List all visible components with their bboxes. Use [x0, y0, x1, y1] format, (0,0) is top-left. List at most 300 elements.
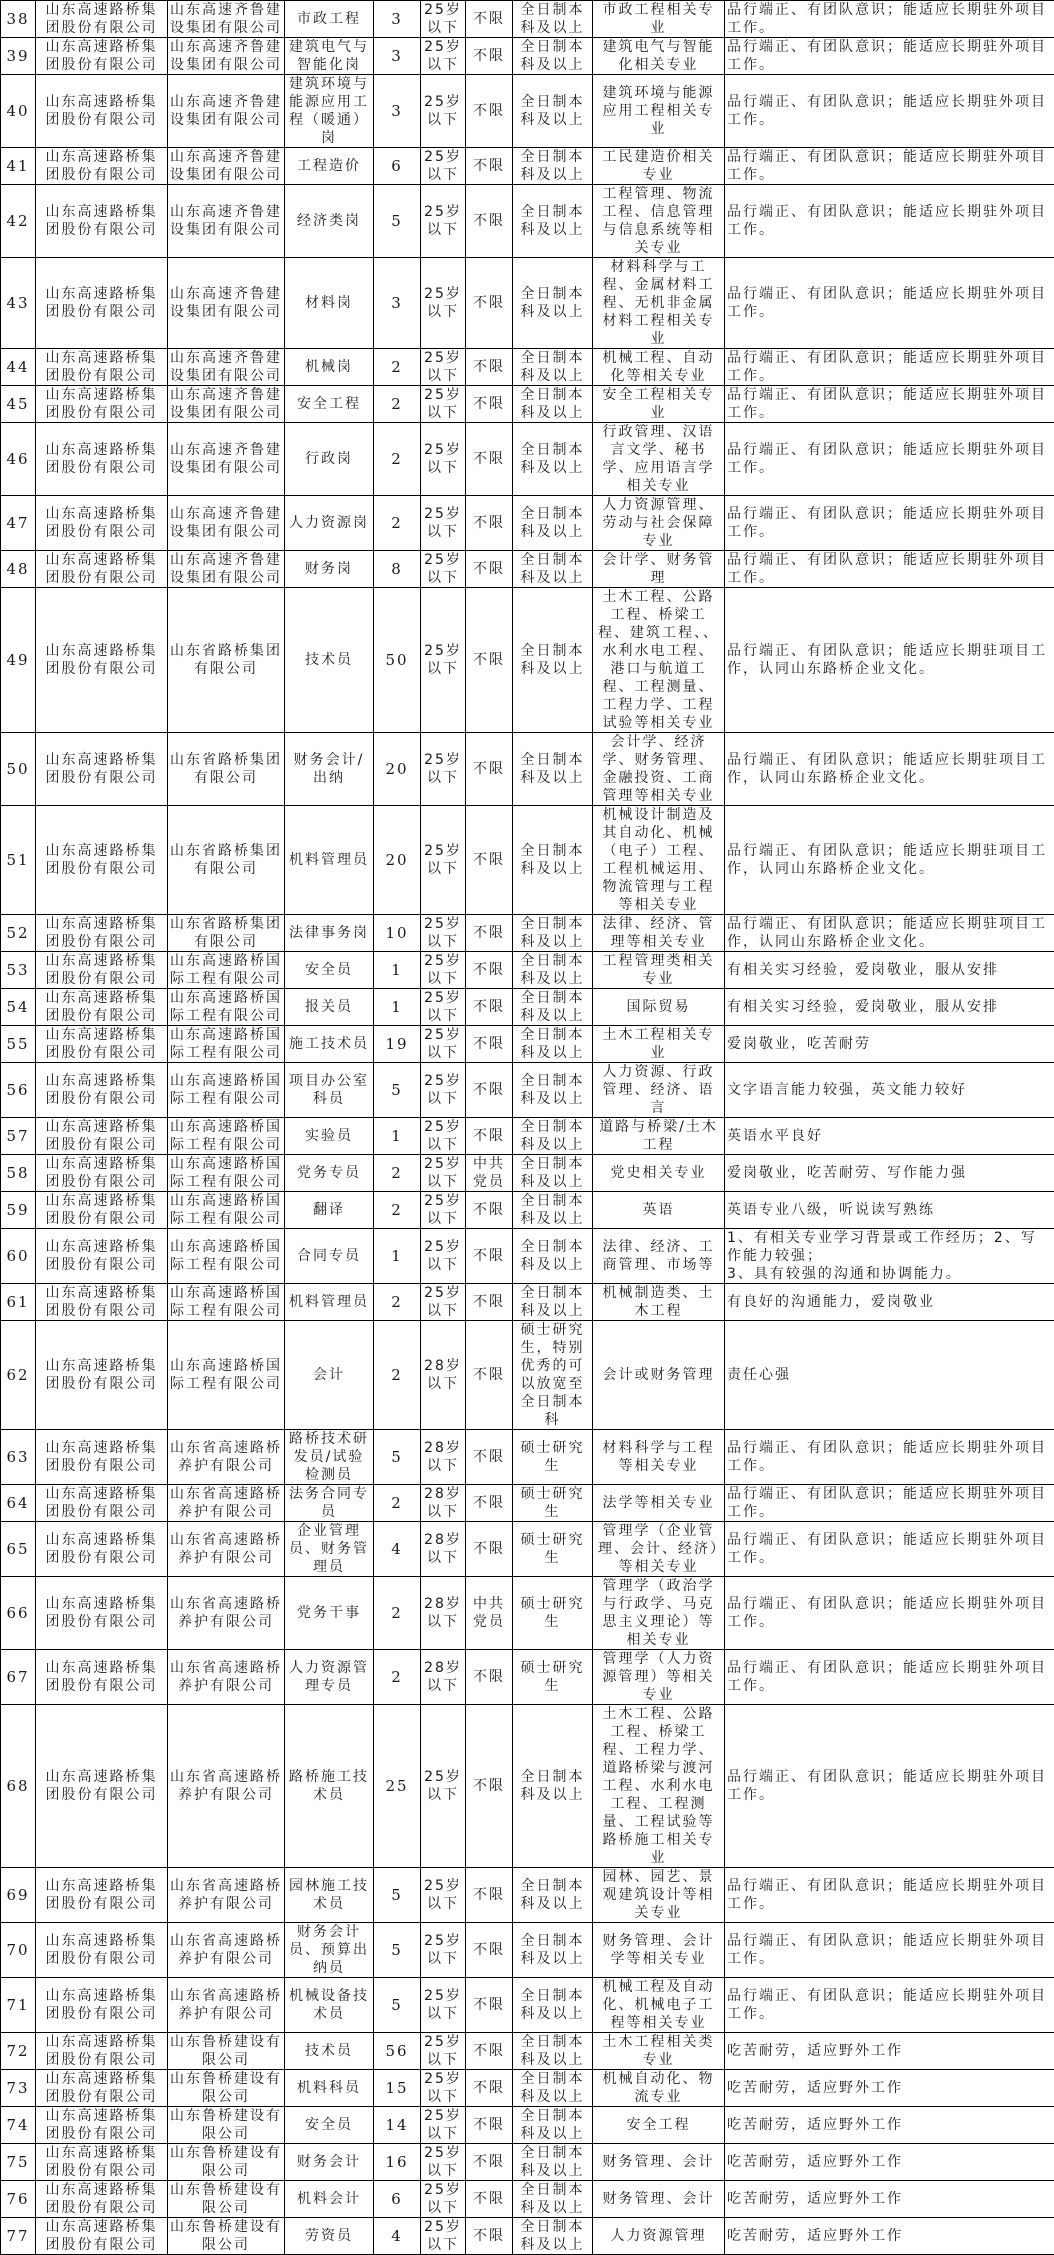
- row-number: 72: [1, 2033, 36, 2070]
- requirements: 品行端正、有团队意识；能适应长期驻外项目工作。: [725, 185, 1054, 258]
- headcount: 3: [374, 1, 421, 38]
- position: 技术员: [285, 588, 374, 733]
- political-status: 不限: [466, 915, 513, 952]
- table-row: [1, 1923, 1054, 1978]
- requirements: 品行端正、有团队意识；能适应长期驻外项目工作。: [725, 423, 1054, 496]
- political-status: 不限: [466, 2107, 513, 2144]
- requirements: 爱岗敬业，吃苦耐劳: [725, 1026, 1054, 1063]
- table-row: [1, 1321, 1054, 1430]
- position: 材料岗: [285, 258, 374, 349]
- hiring-unit: 山东高速齐鲁建设集团有限公司: [168, 148, 285, 185]
- major: 土木工程相关专业: [593, 1026, 725, 1063]
- table-row: [1, 588, 1054, 733]
- major: 机械自动化、物流专业: [593, 2070, 725, 2107]
- political-status: 不限: [466, 1923, 513, 1978]
- table-row: [1, 386, 1054, 423]
- political-status: 不限: [466, 423, 513, 496]
- education: 全日制本科及以上: [513, 952, 593, 989]
- education: 全日制本科及以上: [513, 733, 593, 806]
- headcount: 20: [374, 733, 421, 806]
- group-company: 山东高速路桥集团股份有限公司: [36, 989, 168, 1026]
- education: 全日制本科及以上: [513, 1284, 593, 1321]
- requirements: 吃苦耐劳，适应野外工作: [725, 2070, 1054, 2107]
- headcount: 2: [374, 1650, 421, 1705]
- education: 硕士研究生，特别优秀的可以放宽至全日制本科: [513, 1321, 593, 1430]
- table-row: [1, 989, 1054, 1026]
- political-status: 不限: [466, 551, 513, 588]
- major: 机械工程、自动化等相关专业: [593, 349, 725, 386]
- education: 全日制本科及以上: [513, 989, 593, 1026]
- major: 安全工程: [593, 2107, 725, 2144]
- requirements: 品行端正、有团队意识；能适应长期驻项目工作，认同山东路桥企业文化。: [725, 915, 1054, 952]
- group-company: 山东高速路桥集团股份有限公司: [36, 1321, 168, 1430]
- row-number: 51: [1, 806, 36, 915]
- major: 材料科学与工程等相关专业: [593, 1430, 725, 1485]
- group-company: 山东高速路桥集团股份有限公司: [36, 1705, 168, 1868]
- headcount: 1: [374, 952, 421, 989]
- hiring-unit: 山东高速齐鲁建设集团有限公司: [168, 551, 285, 588]
- requirements: 品行端正、有团队意识；能适应长期驻外项目工作。: [725, 1577, 1054, 1650]
- position: 报关员: [285, 989, 374, 1026]
- major: 人力资源管理: [593, 2218, 725, 2255]
- hiring-unit: 山东高速路桥国际工程有限公司: [168, 1063, 285, 1118]
- requirements: 品行端正、有团队意识；能适应长期驻外项目工作。: [725, 75, 1054, 148]
- hiring-unit: 山东高速路桥国际工程有限公司: [168, 1229, 285, 1284]
- age-limit: 25岁以下: [421, 1, 466, 38]
- major: 财务管理、会计: [593, 2181, 725, 2218]
- political-status: 不限: [466, 75, 513, 148]
- group-company: 山东高速路桥集团股份有限公司: [36, 1923, 168, 1978]
- row-number: 59: [1, 1192, 36, 1229]
- education: 硕士研究生: [513, 1577, 593, 1650]
- table-row: [1, 1118, 1054, 1155]
- row-number: 60: [1, 1229, 36, 1284]
- headcount: 16: [374, 2144, 421, 2181]
- hiring-unit: 山东省高速路桥养护有限公司: [168, 1430, 285, 1485]
- hiring-unit: 山东省高速路桥养护有限公司: [168, 1650, 285, 1705]
- row-number: 45: [1, 386, 36, 423]
- major: 管理学（政治学与行政学、马克思主义理论）等相关专业: [593, 1577, 725, 1650]
- political-status: 不限: [466, 1485, 513, 1522]
- requirements: 英语专业八级，听说读写熟练: [725, 1192, 1054, 1229]
- group-company: 山东高速路桥集团股份有限公司: [36, 423, 168, 496]
- political-status: 不限: [466, 38, 513, 75]
- requirements: 吃苦耐劳，适应野外工作: [725, 2218, 1054, 2255]
- hiring-unit: 山东省路桥集团有限公司: [168, 733, 285, 806]
- group-company: 山东高速路桥集团股份有限公司: [36, 551, 168, 588]
- requirements: 吃苦耐劳，适应野外工作: [725, 2033, 1054, 2070]
- education: 全日制本科及以上: [513, 1026, 593, 1063]
- age-limit: 25岁以下: [421, 952, 466, 989]
- requirements: 吃苦耐劳，适应野外工作: [725, 2107, 1054, 2144]
- major: 园林、园艺、景观建筑设计等相关专业: [593, 1868, 725, 1923]
- requirements: 品行端正、有团队意识；能适应长期驻外项目工作。: [725, 1522, 1054, 1577]
- position: 财务会计: [285, 2144, 374, 2181]
- requirements: 品行端正、有团队意识；能适应长期驻外项目工作。: [725, 258, 1054, 349]
- education: 全日制本科及以上: [513, 551, 593, 588]
- table-row: [1, 733, 1054, 806]
- row-number: 58: [1, 1155, 36, 1192]
- hiring-unit: 山东高速路桥国际工程有限公司: [168, 1192, 285, 1229]
- row-number: 55: [1, 1026, 36, 1063]
- political-status: 不限: [466, 806, 513, 915]
- political-status: 不限: [466, 952, 513, 989]
- requirements: 品行端正、有团队意识；能适应长期驻外项目工作。: [725, 1868, 1054, 1923]
- age-limit: 25岁以下: [421, 806, 466, 915]
- requirements: 品行端正、有团队意识；能适应长期驻外项目工作。: [725, 1485, 1054, 1522]
- position: 合同专员: [285, 1229, 374, 1284]
- headcount: 4: [374, 2218, 421, 2255]
- political-status: 不限: [466, 2218, 513, 2255]
- position: 财务岗: [285, 551, 374, 588]
- position: 机械设备技术员: [285, 1978, 374, 2033]
- hiring-unit: 山东省路桥集团有限公司: [168, 588, 285, 733]
- group-company: 山东高速路桥集团股份有限公司: [36, 588, 168, 733]
- major: 道路与桥梁/土木工程: [593, 1118, 725, 1155]
- education: 全日制本科及以上: [513, 1923, 593, 1978]
- hiring-unit: 山东鲁桥建设有限公司: [168, 2218, 285, 2255]
- table-row: [1, 1577, 1054, 1650]
- age-limit: 28岁以下: [421, 1430, 466, 1485]
- position: 机料管理员: [285, 1284, 374, 1321]
- table-row: [1, 1868, 1054, 1923]
- age-limit: 25岁以下: [421, 496, 466, 551]
- table-row: [1, 1522, 1054, 1577]
- table-row: [1, 496, 1054, 551]
- education: 硕士研究生: [513, 1430, 593, 1485]
- hiring-unit: 山东高速路桥国际工程有限公司: [168, 1284, 285, 1321]
- requirements: 品行端正、有团队意识；能适应长期驻外项目工作。: [725, 1705, 1054, 1868]
- row-number: 74: [1, 2107, 36, 2144]
- headcount: 2: [374, 349, 421, 386]
- age-limit: 25岁以下: [421, 1229, 466, 1284]
- headcount: 6: [374, 2181, 421, 2218]
- age-limit: 25岁以下: [421, 148, 466, 185]
- education: 全日制本科及以上: [513, 1, 593, 38]
- row-number: 40: [1, 75, 36, 148]
- row-number: 50: [1, 733, 36, 806]
- major: 机械设计制造及其自动化、机械（电子）工程、工程机械运用、物流管理与工程等相关专业: [593, 806, 725, 915]
- row-number: 61: [1, 1284, 36, 1321]
- age-limit: 25岁以下: [421, 2218, 466, 2255]
- political-status: 不限: [466, 989, 513, 1026]
- position: 人力资源岗: [285, 496, 374, 551]
- political-status: 不限: [466, 1063, 513, 1118]
- requirements: 有良好的沟通能力，爱岗敬业: [725, 1284, 1054, 1321]
- political-status: 不限: [466, 1522, 513, 1577]
- headcount: 5: [374, 1923, 421, 1978]
- table-row: [1, 423, 1054, 496]
- political-status: 不限: [466, 1284, 513, 1321]
- requirements: 1、有相关专业学习背景或工作经历；2、写作能力较强； 3、具有较强的沟通和协调能力。: [725, 1229, 1054, 1284]
- headcount: 3: [374, 38, 421, 75]
- major: 机械制造类、土木工程: [593, 1284, 725, 1321]
- table-row: [1, 1978, 1054, 2033]
- political-status: 不限: [466, 386, 513, 423]
- headcount: 2: [374, 1192, 421, 1229]
- row-number: 73: [1, 2070, 36, 2107]
- row-number: 46: [1, 423, 36, 496]
- headcount: 2: [374, 1577, 421, 1650]
- group-company: 山东高速路桥集团股份有限公司: [36, 148, 168, 185]
- group-company: 山东高速路桥集团股份有限公司: [36, 1, 168, 38]
- group-company: 山东高速路桥集团股份有限公司: [36, 2033, 168, 2070]
- headcount: 2: [374, 1321, 421, 1430]
- position: 人力资源管理专员: [285, 1650, 374, 1705]
- headcount: 5: [374, 1978, 421, 2033]
- political-status: 不限: [466, 588, 513, 733]
- hiring-unit: 山东鲁桥建设有限公司: [168, 2070, 285, 2107]
- hiring-unit: 山东高速齐鲁建设集团有限公司: [168, 38, 285, 75]
- education: 全日制本科及以上: [513, 496, 593, 551]
- age-limit: 25岁以下: [421, 75, 466, 148]
- hiring-unit: 山东高速齐鲁建设集团有限公司: [168, 349, 285, 386]
- group-company: 山东高速路桥集团股份有限公司: [36, 1063, 168, 1118]
- major: 工民建造价相关专业: [593, 148, 725, 185]
- education: 全日制本科及以上: [513, 588, 593, 733]
- major: 行政管理、汉语言文学、秘书学、应用语言学相关专业: [593, 423, 725, 496]
- age-limit: 25岁以下: [421, 185, 466, 258]
- age-limit: 25岁以下: [421, 258, 466, 349]
- requirements: 品行端正、有团队意识；能适应长期驻项目工作，认同山东路桥企业文化。: [725, 806, 1054, 915]
- major: 会计学、财务管理: [593, 551, 725, 588]
- row-number: 68: [1, 1705, 36, 1868]
- requirements: 有相关实习经验，爱岗敬业，服从安排: [725, 989, 1054, 1026]
- education: 全日制本科及以上: [513, 2218, 593, 2255]
- major: 管理学（人力资源管理）等相关专业: [593, 1650, 725, 1705]
- age-limit: 25岁以下: [421, 386, 466, 423]
- political-status: 不限: [466, 2070, 513, 2107]
- education: 全日制本科及以上: [513, 423, 593, 496]
- age-limit: 25岁以下: [421, 1978, 466, 2033]
- political-status: 不限: [466, 1705, 513, 1868]
- age-limit: 28岁以下: [421, 1321, 466, 1430]
- headcount: 5: [374, 1063, 421, 1118]
- group-company: 山东高速路桥集团股份有限公司: [36, 2070, 168, 2107]
- education: 全日制本科及以上: [513, 806, 593, 915]
- row-number: 38: [1, 1, 36, 38]
- table-row: [1, 1705, 1054, 1868]
- position: 法务合同专员: [285, 1485, 374, 1522]
- political-status: 中共党员: [466, 1577, 513, 1650]
- political-status: 不限: [466, 1978, 513, 2033]
- table-row: [1, 2033, 1054, 2070]
- headcount: 15: [374, 2070, 421, 2107]
- political-status: 不限: [466, 2144, 513, 2181]
- major: 土木工程、公路工程、桥梁工程、建筑工程、、水利水电工程、港口与航道工程、工程测量、工程力学、工程试验等相关专业: [593, 588, 725, 733]
- group-company: 山东高速路桥集团股份有限公司: [36, 1577, 168, 1650]
- political-status: 不限: [466, 1026, 513, 1063]
- hiring-unit: 山东省路桥集团有限公司: [168, 915, 285, 952]
- row-number: 41: [1, 148, 36, 185]
- requirements: 品行端正、有团队意识；能适应长期驻外项目工作。: [725, 1430, 1054, 1485]
- row-number: 64: [1, 1485, 36, 1522]
- headcount: 50: [374, 588, 421, 733]
- political-status: 不限: [466, 349, 513, 386]
- major: 管理学（企业管理、会计、经济）等相关专业: [593, 1522, 725, 1577]
- row-number: 67: [1, 1650, 36, 1705]
- position: 建筑电气与智能化岗: [285, 38, 374, 75]
- age-limit: 25岁以下: [421, 2144, 466, 2181]
- education: 全日制本科及以上: [513, 1063, 593, 1118]
- row-number: 39: [1, 38, 36, 75]
- political-status: 不限: [466, 1229, 513, 1284]
- education: 全日制本科及以上: [513, 1155, 593, 1192]
- major: 法学等相关专业: [593, 1485, 725, 1522]
- hiring-unit: 山东鲁桥建设有限公司: [168, 2107, 285, 2144]
- major: 工程管理、物流工程、信息管理与信息系统等相关专业: [593, 185, 725, 258]
- age-limit: 25岁以下: [421, 2181, 466, 2218]
- group-company: 山东高速路桥集团股份有限公司: [36, 1284, 168, 1321]
- age-limit: 25岁以下: [421, 1284, 466, 1321]
- group-company: 山东高速路桥集团股份有限公司: [36, 1229, 168, 1284]
- position: 机料管理员: [285, 806, 374, 915]
- group-company: 山东高速路桥集团股份有限公司: [36, 1155, 168, 1192]
- major: 法律、经济、管理等相关专业: [593, 915, 725, 952]
- hiring-unit: 山东高速路桥国际工程有限公司: [168, 989, 285, 1026]
- political-status: 不限: [466, 496, 513, 551]
- age-limit: 28岁以下: [421, 1522, 466, 1577]
- hiring-unit: 山东省高速路桥养护有限公司: [168, 1923, 285, 1978]
- age-limit: 25岁以下: [421, 1026, 466, 1063]
- hiring-unit: 山东高速路桥国际工程有限公司: [168, 1321, 285, 1430]
- position: 路桥施工技术员: [285, 1705, 374, 1868]
- row-number: 75: [1, 2144, 36, 2181]
- political-status: 不限: [466, 733, 513, 806]
- education: 硕士研究生: [513, 1485, 593, 1522]
- major: 财务管理、会计: [593, 2144, 725, 2181]
- headcount: 10: [374, 915, 421, 952]
- position: 技术员: [285, 2033, 374, 2070]
- group-company: 山东高速路桥集团股份有限公司: [36, 1650, 168, 1705]
- age-limit: 25岁以下: [421, 2070, 466, 2107]
- political-status: 不限: [466, 1868, 513, 1923]
- requirements: 品行端正、有团队意识；能适应长期驻项目工作，认同山东路桥企业文化。: [725, 588, 1054, 733]
- requirements: 品行端正、有团队意识；能适应长期驻外项目工作。: [725, 1650, 1054, 1705]
- table-row: [1, 1229, 1054, 1284]
- group-company: 山东高速路桥集团股份有限公司: [36, 1485, 168, 1522]
- age-limit: 28岁以下: [421, 1577, 466, 1650]
- requirements: 品行端正、有团队意识；能适应长期驻外项目工作。: [725, 496, 1054, 551]
- hiring-unit: 山东高速齐鲁建设集团有限公司: [168, 258, 285, 349]
- table-row: [1, 806, 1054, 915]
- headcount: 3: [374, 258, 421, 349]
- education: 硕士研究生: [513, 1522, 593, 1577]
- row-number: 47: [1, 496, 36, 551]
- major: 国际贸易: [593, 989, 725, 1026]
- group-company: 山东高速路桥集团股份有限公司: [36, 386, 168, 423]
- hiring-unit: 山东鲁桥建设有限公司: [168, 2144, 285, 2181]
- group-company: 山东高速路桥集团股份有限公司: [36, 952, 168, 989]
- political-status: 不限: [466, 1192, 513, 1229]
- headcount: 1: [374, 1118, 421, 1155]
- age-limit: 25岁以下: [421, 1063, 466, 1118]
- hiring-unit: 山东省高速路桥养护有限公司: [168, 1577, 285, 1650]
- education: 全日制本科及以上: [513, 915, 593, 952]
- row-number: 66: [1, 1577, 36, 1650]
- age-limit: 25岁以下: [421, 733, 466, 806]
- education: 全日制本科及以上: [513, 148, 593, 185]
- position: 项目办公室科员: [285, 1063, 374, 1118]
- position: 工程造价: [285, 148, 374, 185]
- education: 全日制本科及以上: [513, 185, 593, 258]
- hiring-unit: 山东鲁桥建设有限公司: [168, 2181, 285, 2218]
- group-company: 山东高速路桥集团股份有限公司: [36, 1522, 168, 1577]
- hiring-unit: 山东高速路桥国际工程有限公司: [168, 1026, 285, 1063]
- major: 英语: [593, 1192, 725, 1229]
- major: 党史相关专业: [593, 1155, 725, 1192]
- group-company: 山东高速路桥集团股份有限公司: [36, 1118, 168, 1155]
- age-limit: 28岁以下: [421, 1650, 466, 1705]
- row-number: 48: [1, 551, 36, 588]
- requirements: 品行端正、有团队意识；能适应长期驻外项目工作。: [725, 38, 1054, 75]
- age-limit: 25岁以下: [421, 588, 466, 733]
- education: 全日制本科及以上: [513, 2144, 593, 2181]
- age-limit: 28岁以下: [421, 1485, 466, 1522]
- headcount: 3: [374, 75, 421, 148]
- age-limit: 25岁以下: [421, 915, 466, 952]
- table-row: [1, 551, 1054, 588]
- major: 土木工程相关类专业: [593, 2033, 725, 2070]
- position: 劳资员: [285, 2218, 374, 2255]
- position: 实验员: [285, 1118, 374, 1155]
- major: 建筑电气与智能化相关专业: [593, 38, 725, 75]
- row-number: 77: [1, 2218, 36, 2255]
- row-number: 76: [1, 2181, 36, 2218]
- table-row: [1, 2218, 1054, 2255]
- table-row: [1, 1650, 1054, 1705]
- position: 机料科员: [285, 2070, 374, 2107]
- hiring-unit: 山东高速齐鲁建设集团有限公司: [168, 496, 285, 551]
- requirements: 品行端正、有团队意识；能适应长期驻外项目工作。: [725, 148, 1054, 185]
- row-number: 42: [1, 185, 36, 258]
- political-status: 不限: [466, 1430, 513, 1485]
- requirements: 品行端正、有团队意识；能适应长期驻外项目工作。: [725, 1, 1054, 38]
- row-number: 43: [1, 258, 36, 349]
- major: 机械工程及自动化、机械电子工程等相关专业: [593, 1978, 725, 2033]
- hiring-unit: 山东省高速路桥养护有限公司: [168, 1705, 285, 1868]
- position: 财务会计/出纳: [285, 733, 374, 806]
- political-status: 不限: [466, 1321, 513, 1430]
- table-row: [1, 1155, 1054, 1192]
- table-row: [1, 2070, 1054, 2107]
- education: 硕士研究生: [513, 1650, 593, 1705]
- requirements: 英语水平良好: [725, 1118, 1054, 1155]
- table-row: [1, 185, 1054, 258]
- row-number: 49: [1, 588, 36, 733]
- table-row: [1, 1430, 1054, 1485]
- group-company: 山东高速路桥集团股份有限公司: [36, 1026, 168, 1063]
- row-number: 52: [1, 915, 36, 952]
- requirements: 吃苦耐劳，适应野外工作: [725, 2181, 1054, 2218]
- headcount: 1: [374, 1229, 421, 1284]
- row-number: 44: [1, 349, 36, 386]
- education: 全日制本科及以上: [513, 1229, 593, 1284]
- age-limit: 25岁以下: [421, 349, 466, 386]
- position: 机料会计: [285, 2181, 374, 2218]
- group-company: 山东高速路桥集团股份有限公司: [36, 258, 168, 349]
- group-company: 山东高速路桥集团股份有限公司: [36, 75, 168, 148]
- headcount: 2: [374, 1284, 421, 1321]
- education: 全日制本科及以上: [513, 2181, 593, 2218]
- major: 材料科学与工程、金属材料工程、无机非金属材料工程相关专业: [593, 258, 725, 349]
- education: 全日制本科及以上: [513, 75, 593, 148]
- headcount: 4: [374, 1522, 421, 1577]
- table-row: [1, 1, 1054, 38]
- group-company: 山东高速路桥集团股份有限公司: [36, 185, 168, 258]
- political-status: 不限: [466, 1650, 513, 1705]
- requirements: 品行端正、有团队意识；能适应长期驻外项目工作。: [725, 1978, 1054, 2033]
